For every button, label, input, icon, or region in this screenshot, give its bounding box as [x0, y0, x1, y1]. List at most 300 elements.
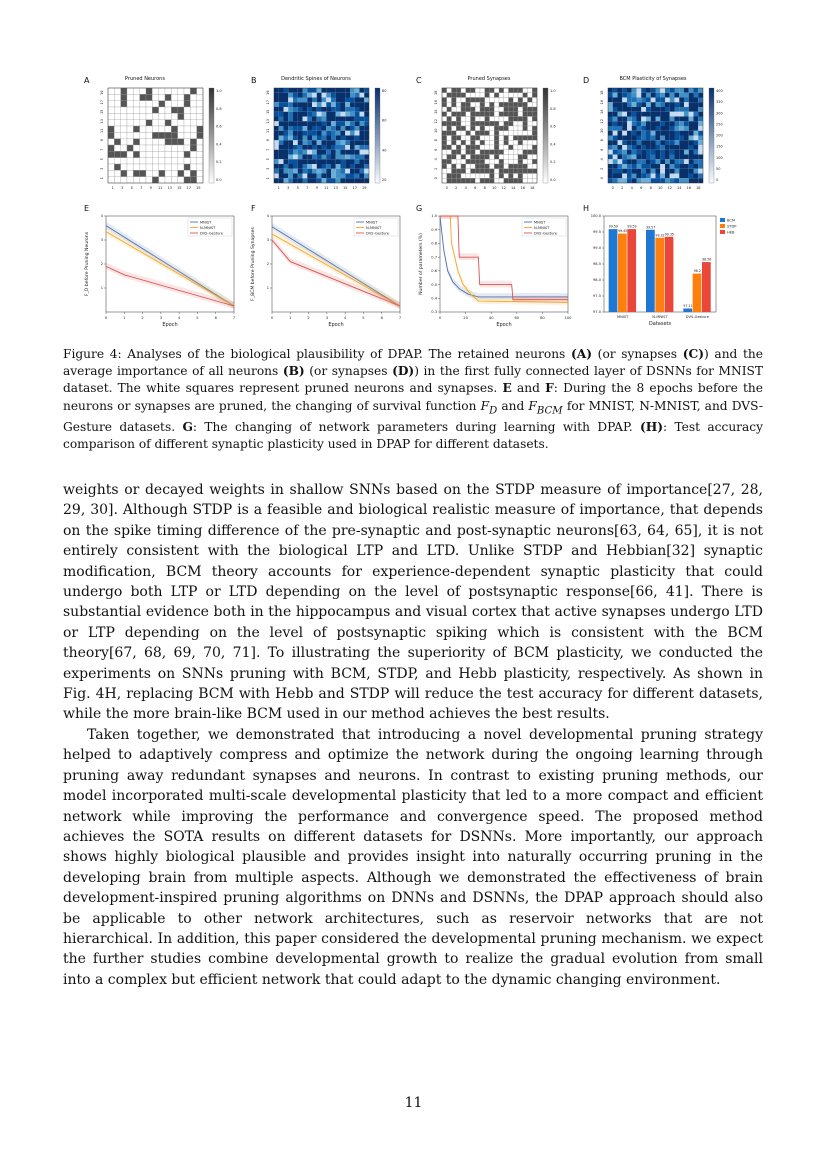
heatmap-cell — [293, 140, 298, 145]
heatmap-cell — [608, 164, 613, 169]
heatmap-cell — [140, 139, 146, 145]
body-text — [63, 480, 763, 990]
heatmap-cell — [641, 131, 646, 136]
heatmap-cell — [627, 107, 632, 112]
heatmap-cell — [656, 145, 661, 150]
heatmap-cell — [679, 164, 684, 169]
heatmap-cell — [336, 117, 341, 122]
heatmap-cell — [288, 159, 293, 164]
heatmap-cell — [656, 140, 661, 145]
heatmap-cell — [480, 155, 485, 160]
heatmap-cell — [466, 150, 471, 155]
heatmap-cell — [121, 88, 127, 94]
heatmap-cell — [159, 88, 165, 94]
heatmap-cell — [364, 131, 369, 136]
heatmap-cell — [613, 178, 618, 183]
heatmap-cell — [499, 93, 504, 98]
heatmap-cell — [345, 145, 350, 150]
heatmap-cell — [656, 131, 661, 136]
heatmap-cell — [341, 150, 346, 155]
heatmap-cell — [317, 145, 322, 150]
heatmap-cell — [461, 88, 466, 93]
heatmap-cell — [350, 131, 355, 136]
heatmap-cell — [461, 164, 466, 169]
tick-label: 1 — [111, 186, 114, 190]
heatmap-cell — [471, 131, 476, 136]
heatmap-cell — [331, 102, 336, 107]
heatmap-cell — [303, 178, 308, 183]
heatmap-cell — [152, 158, 158, 164]
heatmap-cell — [509, 164, 514, 169]
x-tick-label: 100 — [564, 316, 572, 320]
tick-label: 0 — [611, 186, 614, 190]
bar-heb — [665, 237, 674, 312]
heatmap-cell — [641, 126, 646, 131]
heatmap-cell — [442, 93, 447, 98]
heatmap-cell — [355, 178, 360, 183]
heatmap-cell — [114, 107, 120, 113]
heatmap-cell — [675, 112, 680, 117]
heatmap-cell — [336, 112, 341, 117]
heatmap-cell — [108, 158, 114, 164]
heatmap-cell — [447, 117, 452, 122]
heatmap-cell — [513, 102, 518, 107]
heatmap-cell — [284, 159, 289, 164]
heatmap-cell — [461, 174, 466, 179]
heatmap-cell — [364, 164, 369, 169]
heatmap-cell — [293, 102, 298, 107]
heatmap-cell — [114, 132, 120, 138]
heatmap-cell — [322, 178, 327, 183]
heatmap-cell — [307, 145, 312, 150]
heatmap-cell — [684, 121, 689, 126]
heatmap-cell — [660, 178, 665, 183]
heatmap-cell — [345, 93, 350, 98]
tick-label: 15 — [100, 109, 104, 114]
heatmap-cell — [447, 178, 452, 183]
heatmap-cell — [466, 98, 471, 103]
heatmap-cell — [665, 98, 670, 103]
y-axis-label: F_BCM before Pruning Synapses — [251, 227, 256, 301]
heatmap-cell — [312, 159, 317, 164]
heatmap-cell — [442, 150, 447, 155]
heatmap-cell — [660, 102, 665, 107]
heatmap-cell — [608, 98, 613, 103]
heatmap-cell — [350, 93, 355, 98]
bar-value-label: 99.59 — [627, 224, 637, 229]
heatmap-cell — [660, 155, 665, 160]
heatmap-cell — [108, 94, 114, 100]
heatmap-cell — [159, 170, 165, 176]
heatmap-cell — [456, 107, 461, 112]
heatmap-cell — [679, 155, 684, 160]
heatmap-cell — [307, 150, 312, 155]
heatmap-cell — [651, 102, 656, 107]
heatmap-cell — [159, 145, 165, 151]
heatmap-cell — [312, 145, 317, 150]
heatmap-cell — [528, 131, 533, 136]
heatmap-cell — [528, 150, 533, 155]
heatmap-cell — [336, 102, 341, 107]
heatmap-cell — [336, 121, 341, 126]
heatmap-cell — [317, 169, 322, 174]
heatmap-cell — [490, 102, 495, 107]
heatmap-cell — [146, 170, 152, 176]
heatmap-cell — [660, 140, 665, 145]
heatmap-cell — [184, 101, 190, 107]
heatmap-cell — [350, 178, 355, 183]
y-tick-label: 0.4 — [431, 296, 437, 301]
heatmap-cell — [622, 169, 627, 174]
heatmap-cell — [279, 112, 284, 117]
heatmap-cell — [355, 126, 360, 131]
heatmap-cell — [509, 155, 514, 160]
heatmap-cell — [641, 159, 646, 164]
heatmap-cell — [171, 126, 177, 132]
heatmap-cell — [656, 136, 661, 141]
heatmap-cell — [660, 145, 665, 150]
heatmap-cell — [152, 151, 158, 157]
heatmap-cell — [641, 107, 646, 112]
heatmap-cell — [518, 112, 523, 117]
heatmap-cell — [184, 94, 190, 100]
y-tick-label: 0.7 — [431, 255, 437, 260]
heatmap-cell — [171, 101, 177, 107]
heatmap-cell — [632, 112, 637, 117]
heatmap-cell — [279, 174, 284, 179]
tick-label: 12 — [667, 186, 672, 190]
heatmap-cell — [350, 159, 355, 164]
heatmap-cell — [298, 126, 303, 131]
heatmap-cell — [613, 159, 618, 164]
heatmap-cell — [184, 145, 190, 151]
heatmap-cell — [274, 140, 279, 145]
heatmap-cell — [675, 140, 680, 145]
heatmap-cell — [140, 126, 146, 132]
heatmap-cell — [466, 88, 471, 93]
heatmap-cell — [637, 126, 642, 131]
heatmap-cell — [494, 126, 499, 131]
heatmap-cell — [466, 169, 471, 174]
heatmap-cell — [293, 112, 298, 117]
heatmap-cell — [618, 136, 623, 141]
heatmap-cell — [528, 155, 533, 160]
heatmap-cell — [509, 121, 514, 126]
heatmap-cell — [133, 151, 139, 157]
heatmap-cell — [171, 177, 177, 183]
heatmap-cell — [684, 174, 689, 179]
bar-value-label: 99.59 — [608, 224, 618, 229]
colorbar-label: 300 — [716, 111, 723, 116]
heatmap-cell — [618, 93, 623, 98]
heatmap-cell — [694, 107, 699, 112]
heatmap-cell — [637, 93, 642, 98]
heatmap-cell — [197, 145, 203, 151]
x-tick-label: 1 — [289, 316, 292, 320]
heatmap-cell — [513, 164, 518, 169]
heatmap-cell — [456, 126, 461, 131]
heatmap-cell — [475, 126, 480, 131]
heatmap-cell — [523, 93, 528, 98]
heatmap-cell — [523, 169, 528, 174]
heatmap-cell — [494, 140, 499, 145]
heatmap-cell — [684, 145, 689, 150]
heatmap-cell — [288, 150, 293, 155]
tick-label: 7 — [100, 148, 104, 151]
heatmap-cell — [355, 140, 360, 145]
heatmap-cell — [494, 107, 499, 112]
colorbar-label: 80 — [382, 89, 387, 93]
heatmap-cell — [456, 174, 461, 179]
heatmap-cell — [456, 145, 461, 150]
heatmap-cell — [190, 101, 196, 107]
heatmap-cell — [127, 88, 133, 94]
panel-d — [580, 74, 750, 194]
heatmap-cell — [108, 126, 114, 132]
heatmap-cell — [675, 93, 680, 98]
heatmap-cell — [532, 93, 537, 98]
heatmap-cell — [675, 145, 680, 150]
heatmap-cell — [689, 131, 694, 136]
heatmap-cell — [698, 117, 703, 122]
heatmap-cell — [312, 102, 317, 107]
heatmap-cell — [317, 126, 322, 131]
heatmap-cell — [350, 102, 355, 107]
bar-chart-h — [580, 202, 750, 336]
caption-text: and — [497, 398, 529, 413]
heatmap-cell — [627, 93, 632, 98]
heatmap-cell — [322, 102, 327, 107]
heatmap-cell — [461, 169, 466, 174]
heatmap-cell — [284, 169, 289, 174]
heatmap-cell — [274, 88, 279, 93]
heatmap-cell — [360, 102, 365, 107]
heatmap-cell — [140, 170, 146, 176]
heatmap-cell — [504, 121, 509, 126]
y-axis-label: Number of parameters (%) — [419, 233, 424, 295]
heatmap-cell — [288, 107, 293, 112]
tick-label: 17 — [266, 100, 270, 105]
heatmap-cell — [679, 102, 684, 107]
tick-label: 11 — [266, 128, 270, 133]
tick-label: 12 — [501, 186, 506, 190]
heatmap-cell — [485, 126, 490, 131]
heatmap-cell — [622, 174, 627, 179]
heatmap-cell — [456, 164, 461, 169]
heatmap-cell — [494, 93, 499, 98]
heatmap-cell — [293, 169, 298, 174]
caption-ref: E — [502, 381, 512, 396]
tick-label: 10 — [434, 128, 438, 133]
heatmap-cell — [679, 117, 684, 122]
heatmap-cell — [326, 169, 331, 174]
x-tick-label: 80 — [540, 316, 545, 320]
y-tick-label: 3 — [266, 238, 269, 243]
heatmap-cell — [637, 112, 642, 117]
heatmap-cell — [303, 150, 308, 155]
heatmap-cell — [284, 117, 289, 122]
heatmap-cell — [532, 159, 537, 164]
colorbar-label: 350 — [716, 100, 723, 105]
heatmap-cell — [480, 121, 485, 126]
heatmap-cell — [442, 145, 447, 150]
heatmap-cell — [442, 112, 447, 117]
heatmap-cell — [279, 159, 284, 164]
y-tick-label: 2 — [266, 262, 269, 267]
heatmap-cell — [364, 98, 369, 103]
panel-title: Dendritic Spines of Neurons — [281, 76, 351, 82]
heatmap-cell — [456, 121, 461, 126]
heatmap-cell — [689, 150, 694, 155]
heatmap-cell — [637, 145, 642, 150]
heatmap-cell — [442, 131, 447, 136]
heatmap-cell — [679, 98, 684, 103]
heatmap-cell — [146, 94, 152, 100]
heatmap-cell — [197, 94, 203, 100]
heatmap-cell — [178, 126, 184, 132]
heatmap-cell — [637, 140, 642, 145]
y-tick-label: 98.5 — [592, 262, 601, 267]
heatmap-cell — [322, 131, 327, 136]
heatmap-cell — [350, 126, 355, 131]
heatmap-cell — [178, 151, 184, 157]
heatmap-cell — [627, 112, 632, 117]
heatmap-cell — [660, 150, 665, 155]
heatmap-cell — [341, 164, 346, 169]
heatmap-cell — [675, 117, 680, 122]
heatmap-cell — [622, 131, 627, 136]
heatmap-cell — [360, 93, 365, 98]
heatmap-cell — [452, 107, 457, 112]
heatmap-cell — [618, 140, 623, 145]
heatmap-cell — [152, 139, 158, 145]
heatmap-cell — [114, 94, 120, 100]
heatmap-cell — [303, 112, 308, 117]
heatmap-cell — [159, 107, 165, 113]
heatmap-cell — [641, 169, 646, 174]
y-tick-label: 4 — [266, 214, 269, 219]
heatmap-cell — [317, 98, 322, 103]
heatmap-cell — [331, 126, 336, 131]
heatmap-cell — [475, 136, 480, 141]
tick-label: 0 — [600, 177, 604, 180]
heatmap-cell — [528, 126, 533, 131]
tick-label: 19 — [362, 186, 367, 190]
heatmap-cell — [331, 178, 336, 183]
tick-label: 3 — [121, 186, 124, 190]
heatmap-cell — [532, 126, 537, 131]
heatmap-cell — [350, 150, 355, 155]
heatmap-cell — [632, 131, 637, 136]
heatmap-cell — [133, 132, 139, 138]
tick-label: 15 — [266, 109, 270, 114]
heatmap-cell — [518, 140, 523, 145]
panel-b — [246, 74, 411, 194]
heatmap-cell — [528, 102, 533, 107]
heatmap-cell — [279, 140, 284, 145]
heatmap-cell — [114, 113, 120, 119]
heatmap-cell — [689, 178, 694, 183]
heatmap-cell — [613, 107, 618, 112]
heatmap-cell — [336, 178, 341, 183]
heatmap-cell — [665, 174, 670, 179]
heatmap-cell — [322, 117, 327, 122]
heatmap-cell — [121, 120, 127, 126]
heatmap-cell — [331, 169, 336, 174]
heatmap-cell — [279, 126, 284, 131]
heatmap-cell — [456, 117, 461, 122]
heatmap-cell — [447, 98, 452, 103]
heatmap-cell — [331, 107, 336, 112]
heatmap-cell — [504, 145, 509, 150]
heatmap-cell — [293, 150, 298, 155]
heatmap-cell — [499, 140, 504, 145]
heatmap-cell — [159, 177, 165, 183]
heatmap-cell — [364, 88, 369, 93]
heatmap-cell — [475, 112, 480, 117]
heatmap-cell — [651, 117, 656, 122]
heatmap-cell — [322, 136, 327, 141]
heatmap-cell — [317, 136, 322, 141]
heatmap-cell — [322, 174, 327, 179]
heatmap-cell — [298, 107, 303, 112]
colorbar-label: 0.4 — [216, 142, 222, 147]
heatmap-cell — [279, 117, 284, 122]
y-tick-label: 0.3 — [431, 310, 437, 315]
tick-label: 3 — [100, 167, 104, 170]
heatmap-cell — [656, 169, 661, 174]
heatmap-cell — [689, 169, 694, 174]
heatmap-cell — [660, 88, 665, 93]
heatmap-cell — [679, 107, 684, 112]
heatmap-cell — [651, 136, 656, 141]
heatmap-cell — [121, 101, 127, 107]
heatmap-cell — [622, 178, 627, 183]
heatmap-cell — [494, 88, 499, 93]
tick-label: 13 — [333, 186, 338, 190]
tick-label: 14 — [511, 186, 516, 190]
heatmap-cell — [345, 117, 350, 122]
heatmap-cell — [279, 169, 284, 174]
heatmap-cell — [698, 126, 703, 131]
heatmap-cell — [646, 164, 651, 169]
legend-swatch — [720, 218, 725, 222]
bar-value-label: 99.45 — [618, 229, 628, 234]
heatmap-cell — [298, 155, 303, 160]
heatmap-cell — [480, 159, 485, 164]
heatmap-cell — [274, 126, 279, 131]
y-tick-label: 0.9 — [431, 227, 437, 232]
heatmap-cell — [171, 132, 177, 138]
heatmap-cell — [133, 107, 139, 113]
heatmap-cell — [197, 177, 203, 183]
colorbar — [375, 88, 380, 183]
heatmap-cell — [518, 107, 523, 112]
bar-value-label: 99.35 — [664, 232, 674, 237]
heatmap-cell — [694, 169, 699, 174]
legend-label: N-MNIST — [200, 226, 216, 230]
heatmap-cell — [298, 150, 303, 155]
caption-math-sub: D — [489, 405, 498, 417]
tick-label: 3 — [266, 167, 270, 170]
heatmap-cell — [485, 145, 490, 150]
heatmap-cell — [345, 98, 350, 103]
heatmap-cell — [471, 178, 476, 183]
heatmap-cell — [345, 174, 350, 179]
heatmap-cell — [178, 94, 184, 100]
heatmap-cell — [646, 169, 651, 174]
heatmap-cell — [274, 107, 279, 112]
